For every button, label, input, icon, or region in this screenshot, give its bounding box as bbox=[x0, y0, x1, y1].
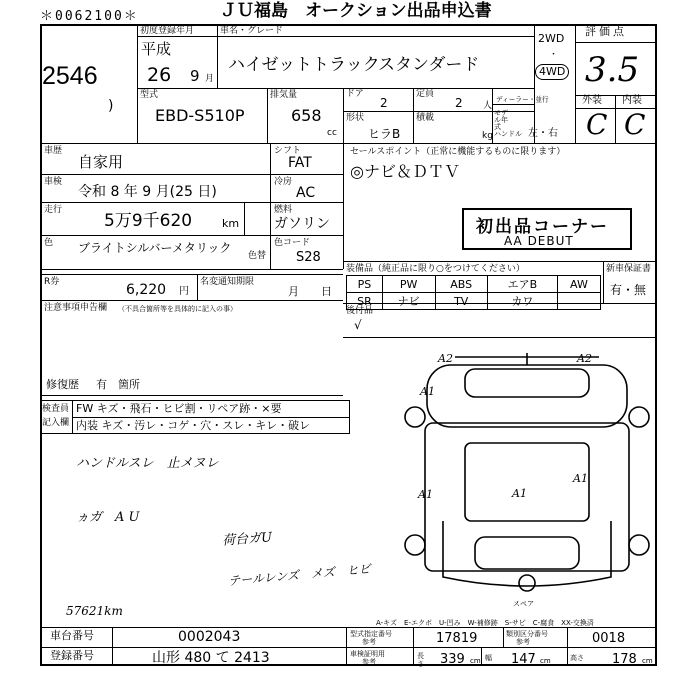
cert-sub: 参考 bbox=[362, 658, 376, 666]
equip-blank bbox=[557, 293, 600, 310]
spare-label: スペア bbox=[513, 600, 534, 608]
drive-4wd: 4WD bbox=[535, 64, 569, 80]
equipment-row-1 bbox=[347, 276, 601, 293]
diagram-rear-window bbox=[475, 537, 579, 569]
doors: 2 bbox=[380, 96, 388, 110]
wheel-front-right bbox=[629, 407, 649, 427]
plate-number: 山形 480 て 2413 bbox=[152, 650, 270, 666]
length-label: 長さ bbox=[417, 652, 424, 668]
equip-pw: PW bbox=[382, 276, 435, 293]
width-unit: cm bbox=[540, 657, 551, 665]
damage-mark-6: A1 bbox=[573, 472, 588, 485]
form-header bbox=[0, 0, 700, 24]
equip-sr: SR bbox=[347, 293, 383, 310]
exterior-grade: C bbox=[586, 108, 608, 141]
fuel-label: 燃料 bbox=[274, 205, 293, 215]
diagram-bed bbox=[425, 423, 629, 571]
height-label: 高さ bbox=[570, 654, 584, 662]
type-number: 17819 bbox=[436, 631, 478, 646]
color-code: S28 bbox=[296, 250, 321, 265]
equipment-row-2 bbox=[347, 293, 601, 310]
handwritten-note-2: ヵガ A U bbox=[76, 510, 140, 525]
shape-label: 形状 bbox=[346, 113, 365, 123]
equip-leather: カワ bbox=[487, 293, 557, 310]
type-no-sub: 参考 bbox=[362, 638, 376, 646]
mileage-label: 走行 bbox=[44, 205, 63, 215]
document-number: ＊0062100＊ bbox=[40, 9, 139, 24]
handle-label: ハンドル bbox=[494, 130, 522, 138]
equipment-table bbox=[346, 275, 601, 310]
aircon-label: 冷房 bbox=[274, 177, 293, 187]
score: 3.5 bbox=[585, 50, 640, 90]
displacement-label: 排気量 bbox=[270, 90, 298, 100]
damage-mark-1: A2 bbox=[438, 352, 453, 365]
fuel: ガソリン bbox=[274, 216, 330, 232]
load-unit: kg bbox=[482, 131, 493, 141]
equip-tv: TV bbox=[435, 293, 487, 310]
diagram-windshield bbox=[465, 369, 589, 397]
chassis-number: 0002043 bbox=[178, 629, 241, 645]
cert-label: 車検証明用 bbox=[350, 650, 385, 658]
shift-label: シフト bbox=[274, 146, 302, 156]
shift: FAT bbox=[288, 155, 312, 171]
registration-era: 平成 bbox=[141, 40, 172, 58]
shape: ヒラB bbox=[368, 127, 401, 141]
score-label: 評価点 bbox=[585, 25, 627, 38]
handwritten-mileage: 57621km bbox=[66, 604, 123, 618]
history-label: 車歴 bbox=[44, 146, 63, 156]
displacement: 658 bbox=[291, 106, 322, 125]
vehicle-name-label: 車名・グレード bbox=[220, 26, 284, 36]
vehicle-grade: スタンダード bbox=[378, 55, 480, 75]
form-title: ＪＵ福島 オークション出品申込書 bbox=[220, 1, 492, 21]
wheel-rear-right bbox=[629, 535, 649, 555]
aftermarket-label: 後付品 bbox=[346, 306, 374, 316]
capacity: 2 bbox=[455, 96, 463, 110]
equip-ps: PS bbox=[347, 276, 383, 293]
height: 178 bbox=[612, 652, 637, 667]
inspector-row-2: 内装 キズ・汚レ・コゲ・穴・スレ・キレ・破レ bbox=[76, 419, 311, 432]
length-unit: cm bbox=[470, 657, 481, 665]
model-year-label: モデル年式 bbox=[494, 109, 508, 131]
repair-value: 有 bbox=[96, 378, 107, 391]
spare-tire bbox=[519, 575, 535, 591]
repair-label: 修復歴 bbox=[46, 378, 79, 391]
new-warranty-label: 新車保証書 bbox=[606, 264, 652, 274]
diagram-cab bbox=[427, 365, 627, 427]
new-warranty: 有・無 bbox=[610, 283, 647, 297]
debut-line1: 初出品コーナー bbox=[476, 217, 609, 237]
lot-mark: ) bbox=[108, 98, 114, 114]
displacement-unit: cc bbox=[327, 128, 337, 138]
class-no-sub: 参考 bbox=[516, 638, 530, 646]
capacity-label: 定員 bbox=[416, 89, 435, 99]
diagram-rear bbox=[443, 521, 611, 586]
diagram-bed-inner bbox=[465, 443, 589, 521]
inspector-row-1: FW キズ・飛石・ヒビ割・リペア跡・×要 bbox=[76, 402, 282, 415]
inspector-label-top: 検査員 bbox=[42, 404, 70, 414]
notes-sublabel: （不具合箇所等を具体的に記入の事） bbox=[118, 305, 237, 313]
sales-point: ◎ナビ＆ＤＴＶ bbox=[350, 162, 460, 181]
handle: 左・右 bbox=[528, 128, 558, 139]
damage-mark-2: A2 bbox=[577, 352, 592, 365]
dealer-label: ディーラー・並行 bbox=[496, 95, 549, 104]
wheel-front-left bbox=[405, 407, 425, 427]
color-change-label: 色替 bbox=[248, 251, 267, 261]
registration-label: 初度登録年月 bbox=[140, 26, 195, 36]
history-value: 自家用 bbox=[78, 153, 124, 171]
vehicle-name: ハイゼットトラック bbox=[228, 55, 380, 75]
handwritten-note-3: 荷台ガU bbox=[221, 530, 273, 549]
exterior-label: 外装 bbox=[582, 95, 602, 106]
aftermarket-value: √ bbox=[354, 318, 362, 332]
vehicle-diagram bbox=[395, 345, 657, 605]
load-label: 積載 bbox=[416, 113, 435, 123]
registration-month-unit: 月 bbox=[205, 74, 215, 84]
width: 147 bbox=[511, 652, 536, 667]
inspector-label-bottom: 記入欄 bbox=[42, 418, 70, 428]
equip-aw: AW bbox=[557, 276, 600, 293]
inspection-date: 令和 8 年 9 月(25 日) bbox=[78, 184, 217, 200]
aircon: AC bbox=[296, 185, 316, 201]
capacity-unit: 人 bbox=[483, 101, 493, 111]
type-no-label: 型式指定番号 bbox=[350, 630, 392, 638]
color-value: ブライトシルバーメタリック bbox=[78, 241, 232, 255]
registration-month: 9 bbox=[190, 67, 200, 85]
debut-stamp bbox=[462, 208, 632, 250]
mileage-unit: km bbox=[222, 217, 240, 230]
damage-mark-4: A1 bbox=[512, 487, 527, 500]
debut-line2: AA DEBUT bbox=[504, 234, 574, 248]
damage-mark-5: A1 bbox=[418, 488, 433, 501]
registration-year: 26 bbox=[147, 64, 172, 86]
recycle-label: R券 bbox=[44, 277, 60, 287]
class-number: 0018 bbox=[592, 631, 626, 646]
width-label: 幅 bbox=[485, 654, 492, 662]
equipment-label: 装備品（純正品に限り○をつけてください） bbox=[346, 264, 525, 274]
height-unit: cm bbox=[642, 657, 653, 665]
vehicle-model: EBD-S510P bbox=[155, 106, 245, 125]
repair-suffix: 箇所 bbox=[118, 378, 140, 391]
recycle-value: 6,220 bbox=[126, 282, 167, 298]
damage-legend: A-キズ E-エクボ U-凹み W-補修跡 S-サビ C-腐食 XX-交換済 bbox=[376, 619, 594, 627]
equip-abs: ABS bbox=[435, 276, 487, 293]
damage-mark-3: A1 bbox=[420, 385, 435, 398]
wheel-rear-left bbox=[405, 535, 425, 555]
chassis-label: 車台番号 bbox=[50, 629, 94, 642]
name-change-label: 名変通知期限 bbox=[200, 277, 255, 287]
doors-label: ドア bbox=[346, 89, 364, 99]
plate-label: 登録番号 bbox=[50, 649, 94, 662]
mileage: 5万9千620 bbox=[104, 211, 193, 231]
lot-number: 2546 bbox=[42, 62, 98, 90]
name-change-date: 月 日 bbox=[288, 285, 332, 298]
interior-label: 内装 bbox=[622, 95, 642, 106]
inspection-label: 車検 bbox=[44, 177, 63, 187]
recycle-unit: 円 bbox=[179, 286, 189, 297]
handwritten-note-4: テールレンズ メズ ヒビ bbox=[227, 561, 372, 589]
notes-label: 注意事項申告欄 bbox=[44, 303, 108, 313]
sales-point-label: セールスポイント（正常に機能するものに限ります） bbox=[350, 147, 566, 157]
color-code-label: 色コード bbox=[274, 238, 311, 248]
interior-grade: C bbox=[624, 108, 646, 141]
handwritten-note-1: ハンドルスレ 止メヌレ bbox=[76, 456, 219, 471]
length: 339 bbox=[440, 652, 465, 667]
color-label: 色 bbox=[44, 238, 54, 248]
drive-2wd: 2WD bbox=[538, 32, 565, 45]
class-no-label: 類別区分番号 bbox=[506, 630, 548, 638]
model-label: 型式 bbox=[140, 90, 159, 100]
equip-airbag: エアB bbox=[487, 276, 557, 293]
equip-navi: ナビ bbox=[382, 293, 435, 310]
drive-dot: ・ bbox=[549, 50, 559, 60]
